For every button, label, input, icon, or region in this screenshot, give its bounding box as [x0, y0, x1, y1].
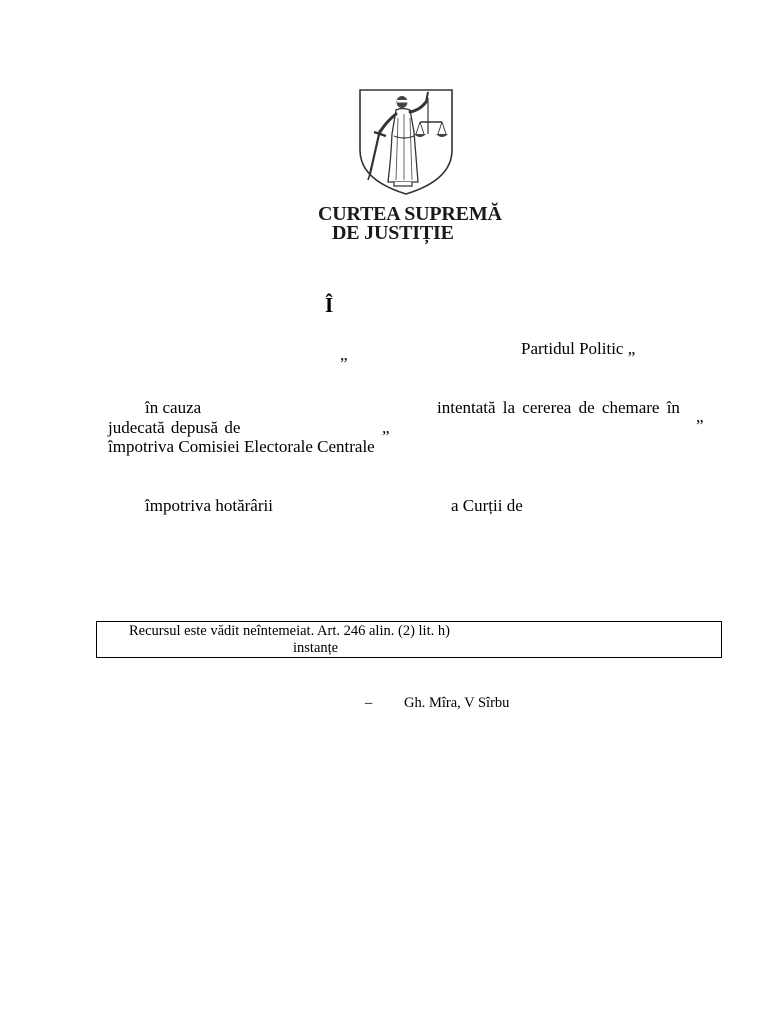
summary-note-line1: Recursul este vădit neîntemeiat. Art. 246 alin. (2) lit. h): [129, 623, 450, 639]
case-text-line1-right: intentată la cererea de chemare în: [437, 398, 680, 417]
case-text-line1-left: în cauza: [145, 398, 202, 417]
document-title-initial: Î: [325, 293, 334, 317]
judges-dash: –: [365, 695, 373, 711]
case-text-line2-close-quote: ”: [696, 416, 704, 435]
summary-note-box: [96, 621, 722, 658]
justice-coat-of-arms-icon: [358, 88, 454, 196]
court-name-line2: DE JUSTIȚIE: [332, 222, 454, 244]
summary-note-line2: instanțe: [293, 640, 339, 656]
party-name-text: Partidul Politic „: [521, 339, 636, 358]
appeal-text-right: a Curții de: [451, 496, 523, 515]
court-name-line1: CURTEA SUPREMĂ: [318, 203, 502, 225]
case-text-line3: împotriva Comisiei Electorale Centrale: [108, 437, 375, 456]
appeal-text-left: împotriva hotărârii: [145, 496, 273, 515]
judges-names: Gh. Mîra, V Sîrbu: [404, 695, 510, 711]
case-text-line2-open-quote: „: [382, 418, 390, 437]
case-text-line2-left: judecată depusă de: [108, 418, 241, 437]
party-closing-quote: ”: [340, 354, 348, 373]
